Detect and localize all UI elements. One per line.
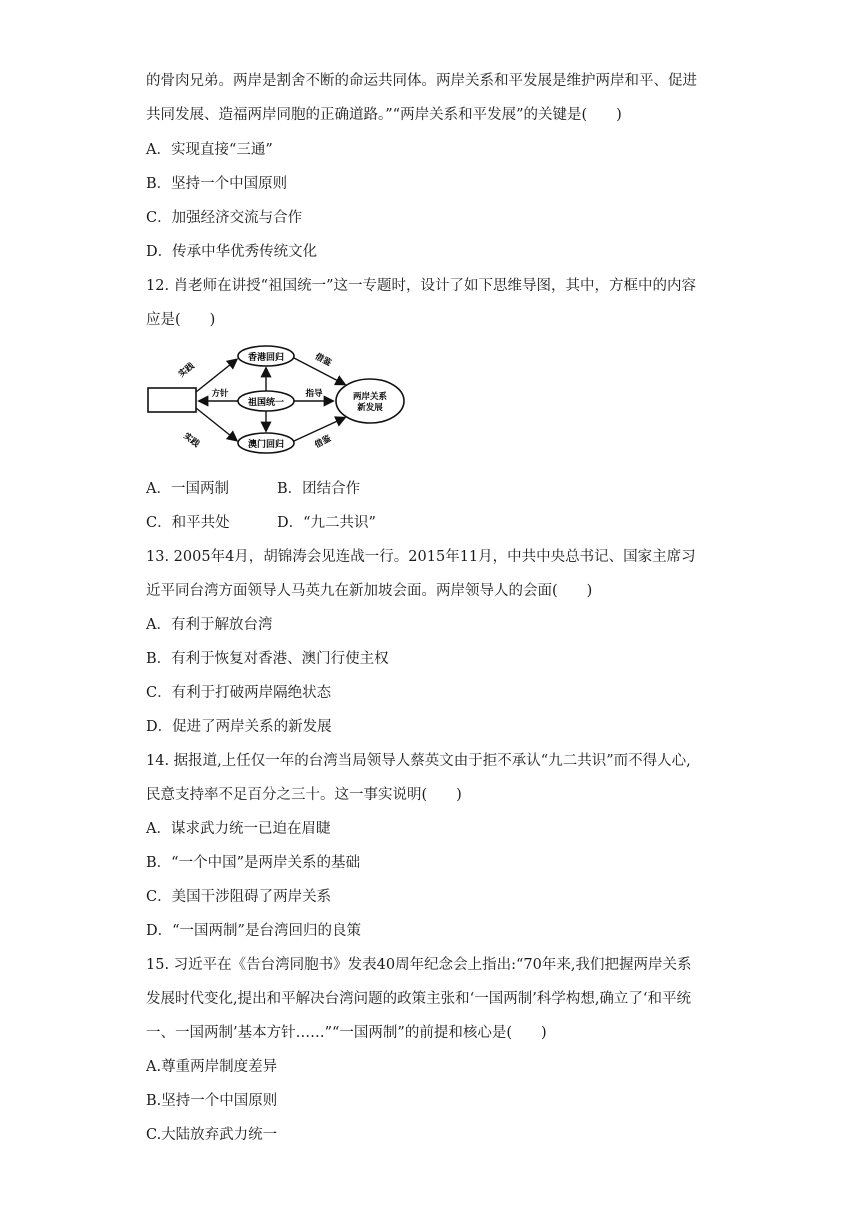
text-line: C．美国干涉阻碍了两岸关系 — [146, 889, 332, 905]
q12-option-d: D．“九二共识” — [277, 515, 376, 531]
mind-map-diagram — [144, 344, 416, 464]
text-line: 发展时代变化,提出和平解决台湾问题的政策主张和‘一国两制’科学构想,确立了‘和平统 — [146, 991, 692, 1007]
q12-option-a: A．一国两制 — [146, 481, 229, 497]
text-line: 一、一国两制’基本方针……”“一国两制”的前提和核心是( ) — [146, 1025, 547, 1041]
text-line: 应是( ) — [146, 312, 216, 328]
text-line: B.坚持一个中国原则 — [146, 1093, 278, 1109]
text-line: 12. 肖老师在讲授“祖国统一”这一专题时，设计了如下思维导图，其中，方框中的内容 — [146, 278, 696, 294]
label-practice-top: 实践 — [176, 361, 197, 380]
text-line: 15. 习近平在《告台湾同胞书》发表40周年纪念会上指出:“70年来,我们把握两岸关系 — [146, 957, 692, 973]
arrow-box-to-macau — [196, 408, 236, 440]
label-reference-bottom: 借鉴 — [313, 433, 333, 451]
label-practice-bottom: 实践 — [181, 431, 202, 450]
center-label: 祖国统一 — [247, 398, 285, 408]
macau-label: 澳门回归 — [247, 440, 285, 450]
arrow-macau-to-development — [294, 418, 344, 441]
q12-option-b: B．团结合作 — [277, 481, 361, 497]
text-line: 的骨肉兄弟。两岸是割舍不断的命运共同体。两岸关系和平发展是维护两岸和平、促进 — [146, 73, 697, 89]
text-line: C．和平共处 — [146, 515, 230, 531]
text-line: 14. 据报道,上任仅一年的台湾当局领导人蔡英文由于拒不承认“九二共识”而不得人心, — [146, 753, 691, 769]
label-policy: 方针 — [211, 389, 229, 399]
text-line: 民意支持率不足百分之三十。这一事实说明( ) — [146, 787, 462, 803]
text-line: C．加强经济交流与合作 — [146, 210, 303, 226]
text-line: D．传承中华优秀传统文化 — [146, 244, 318, 260]
answer-box — [148, 388, 196, 412]
label-reference-top: 借鉴 — [313, 351, 333, 369]
new-development-label-line1: 两岸关系 — [352, 392, 388, 402]
hongkong-label: 香港回归 — [247, 353, 285, 363]
text-line: D．“一国两制”是台湾回归的良策 — [146, 923, 361, 939]
text-line: A．谋求武力统一已迫在眉睫 — [146, 821, 331, 837]
text-line: B．坚持一个中国原则 — [146, 176, 288, 192]
label-guidance: 指导 — [305, 389, 323, 399]
q13-first-line: 13. 2005年4月，胡锦涛会见连战一行。2015年11月，中共中央总书记、国家主席习 — [146, 549, 696, 565]
text-line: D．促进了两岸关系的新发展 — [146, 719, 332, 735]
text-line: B．有利于恢复对香港、澳门行使主权 — [146, 651, 389, 667]
text-line: 共同发展、造福两岸同胞的正确道路。”“两岸关系和平发展”的关键是( ) — [146, 107, 622, 123]
text-line: A．实现直接“三通” — [146, 142, 273, 158]
arrow-box-to-hongkong — [196, 360, 236, 392]
text-line: A．有利于解放台湾 — [146, 617, 273, 633]
text-line: A.尊重两岸制度差异 — [146, 1059, 278, 1075]
new-development-label-line2: 新发展 — [357, 403, 383, 413]
text-line: C.大陆放弃武力统一 — [146, 1127, 278, 1143]
text-line: C．有利于打破两岸隔绝状态 — [146, 685, 332, 701]
text-line: 近平同台湾方面领导人马英九在新加坡会面。两岸领导人的会面( ) — [146, 583, 593, 599]
text-line: B．“一个中国”是两岸关系的基础 — [146, 855, 360, 871]
